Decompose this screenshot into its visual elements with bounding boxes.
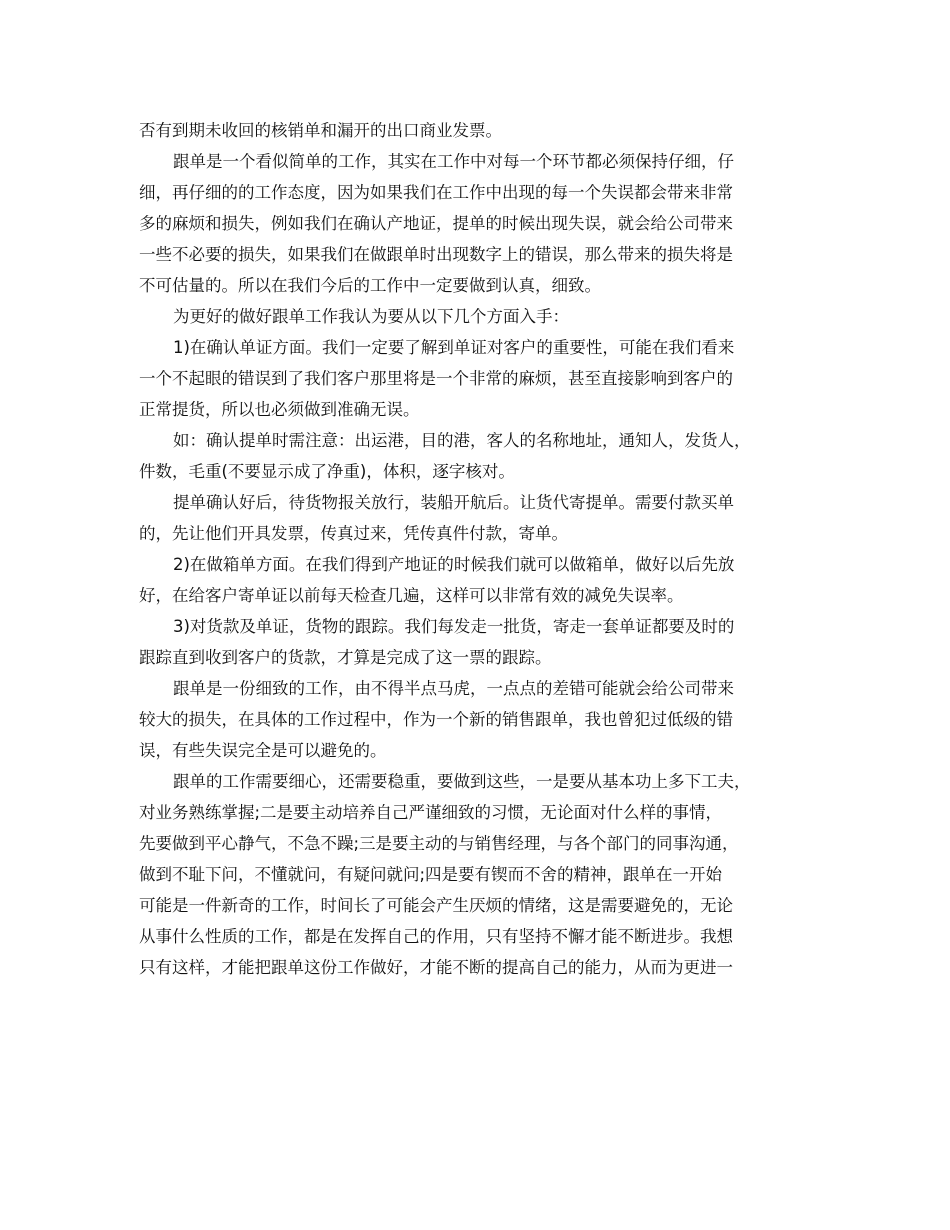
paragraph bbox=[139, 425, 829, 487]
text-line: 多的麻烦和损失，例如我们在确认产地证，提单的时候出现失误，就会给公司带来 bbox=[139, 214, 733, 233]
text-line: 一个不起眼的错误到了我们客户那里将是一个非常的麻烦，甚至直接影响到客户的 bbox=[139, 369, 733, 388]
text-line: 跟单是一个看似简单的工作，其实在工作中对每一个环节都必须保持仔细，仔 bbox=[173, 152, 734, 171]
text-line: 从事什么性质的工作，都是在发挥自己的作用，只有坚持不懈才能不断进步。我想 bbox=[139, 927, 733, 946]
text-line: 否有到期未收回的核销单和漏开的出口商业发票。 bbox=[139, 121, 502, 140]
text-line: 只有这样，才能把跟单这份工作做好，才能不断的提高自己的能力，从而为更进一 bbox=[139, 958, 733, 977]
paragraph bbox=[139, 673, 829, 766]
text-line: 的，先让他们开具发票，传真过来，凭传真件付款，寄单。 bbox=[139, 524, 568, 543]
text-line: 好，在给客户寄单证以前每天检查几遍，这样可以非常有效的减免失误率。 bbox=[139, 586, 684, 605]
text-line: 可能是一件新奇的工作，时间长了可能会产生厌烦的情绪，这是需要避免的，无论 bbox=[139, 896, 733, 915]
text-line: 提单确认好后，待货物报关放行，装船开航后。让货代寄提单。需要付款买单 bbox=[173, 493, 734, 512]
text-line: 误，有些失误完全是可以避免的。 bbox=[139, 741, 387, 760]
text-line: 不可估量的。所以在我们今后的工作中一定要做到认真，细致。 bbox=[139, 276, 601, 295]
text-line: 对业务熟练掌握;二是要主动培养自己严谨细致的习惯，无论面对什么样的事情， bbox=[139, 803, 723, 822]
text-line: 一些不必要的损失，如果我们在做跟单时出现数字上的错误，那么带来的损失将是 bbox=[139, 245, 733, 264]
document-body bbox=[139, 115, 829, 983]
text-line: 跟踪直到收到客户的货款，才算是完成了这一票的跟踪。 bbox=[139, 648, 552, 667]
text-line: 如：确认提单时需注意：出运港，目的港，客人的名称地址，通知人，发货人， bbox=[173, 431, 751, 450]
text-line: 为更好的做好跟单工作我认为要从以下几个方面入手： bbox=[173, 307, 569, 326]
text-line: 1)在确认单证方面。我们一定要了解到单证对客户的重要性，可能在我们看来 bbox=[173, 338, 735, 357]
paragraph bbox=[139, 115, 829, 146]
paragraph bbox=[139, 146, 829, 301]
paragraph bbox=[139, 549, 829, 611]
text-line: 件数，毛重(不要显示成了净重)，体积，逐字核对。 bbox=[139, 462, 515, 481]
text-line: 跟单是一份细致的工作，由不得半点马虎，一点点的差错可能就会给公司带来 bbox=[173, 679, 734, 698]
text-line: 正常提货，所以也必须做到准确无误。 bbox=[139, 400, 420, 419]
paragraph bbox=[139, 766, 829, 983]
paragraph bbox=[139, 301, 829, 332]
paragraph bbox=[139, 611, 829, 673]
paragraph bbox=[139, 332, 829, 425]
text-line: 跟单的工作需要细心，还需要稳重，要做到这些，一是要从基本功上多下工夫， bbox=[173, 772, 751, 791]
text-line: 做到不耻下问，不懂就问，有疑问就问;四是要有锲而不舍的精神，跟单在一开始 bbox=[139, 865, 723, 884]
text-line: 2)在做箱单方面。在我们得到产地证的时候我们就可以做箱单，做好以后先放 bbox=[173, 555, 735, 574]
text-line: 较大的损失，在具体的工作过程中，作为一个新的销售跟单，我也曾犯过低级的错 bbox=[139, 710, 733, 729]
text-line: 细，再仔细的的工作态度，因为如果我们在工作中出现的每一个失误都会带来非常 bbox=[139, 183, 733, 202]
text-line: 先要做到平心静气，不急不躁;三是要主动的与销售经理，与各个部门的同事沟通， bbox=[139, 834, 739, 853]
paragraph bbox=[139, 487, 829, 549]
text-line: 3)对货款及单证，货物的跟踪。我们每发走一批货，寄走一套单证都要及时的 bbox=[173, 617, 735, 636]
